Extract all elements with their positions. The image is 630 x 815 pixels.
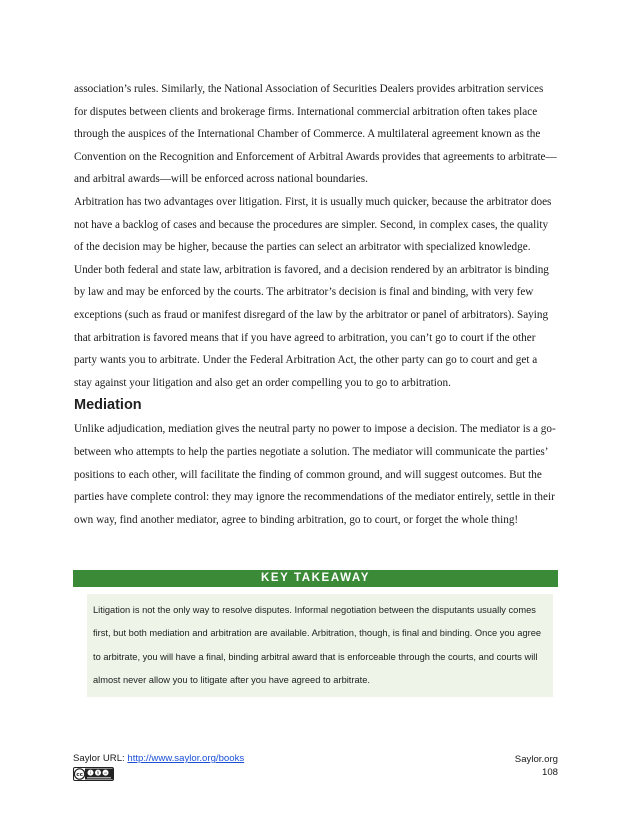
mediation-paragraph: Unlike adjudication, mediation gives the neutral party no power to impose a decision. The mediator is a go-between who attempts to help the parties negotiate a solution. The mediator will communicate the parties’ positions to each other, will facilitate the finding of common ground, and will suggest outcomes. But the parties have complete control: they may ignore the recommendations of the mediator entirely, settle in their own way, find another mediator, agree to binding arbitration, go to court, or forget the whole thing! bbox=[74, 423, 556, 526]
body-paragraph-1: association’s rules. Similarly, the National Association of Securities Dealers provides arbitration services for disputes between clients and brokerage firms. International commercial arbitration often takes place through the auspices of the International Chamber of Commerce. A multilateral agreement known as the Convention on the Recognition and Enforcement of Arbitral Awards provides that agreements to arbitrate—and arbitral awards—will be enforced across national boundaries. bbox=[74, 83, 557, 186]
creative-commons-license-icon[interactable] bbox=[73, 767, 114, 781]
svg-text:cc: cc bbox=[76, 772, 83, 779]
body-paragraph-3: Under both federal and state law, arbitration is favored, and a decision rendered by an arbitrator is binding by law and may be enforced by the courts. The arbitrator’s decision is final and binding, with very few exceptions (such as fraud or manifest disregard of the law by the arbitrator or panel of arbitrators). Saying that arbitration is favored means that if you have agreed to arbitration, you can’t go to court if the other party wants you to arbitrate. Under the Federal Arbitration Act, the other party can go to court and get a stay against your litigation and also get an order compelling you to go to arbitration. bbox=[74, 263, 549, 389]
page-number: 108 bbox=[541, 767, 558, 778]
key-takeaway-title: KEY TAKEAWAY bbox=[73, 570, 558, 587]
footer-url-label: Saylor URL: bbox=[73, 753, 128, 764]
body-paragraph-2: Arbitration has two advantages over litigation. First, it is usually much quicker, because the arbitrator does not have a backlog of cases and because the procedures are simpler. Second, in complex cases, the quality of the decision may be higher, because the parties can select an arbitrator with specialized knowledge. bbox=[74, 195, 552, 254]
svg-text:=: = bbox=[103, 770, 108, 776]
footer-site: Saylor.org bbox=[514, 754, 558, 765]
footer-source bbox=[73, 753, 244, 764]
key-takeaway-box bbox=[73, 570, 558, 697]
footer-page-info bbox=[515, 753, 558, 779]
key-takeaway-text: Litigation is not the only way to resolve disputes. Informal negotiation between the disputants usually comes first, but both mediation and arbitration are available. Arbitration, though, is final and binding. Once you agree to arbitrate, you will have a final, binding arbitral award that is enforceable through the courts, and courts will almost never allow you to litigate after you have agreed to arbitrate. bbox=[87, 594, 553, 697]
svg-text:$: $ bbox=[96, 770, 100, 776]
page-body bbox=[74, 78, 558, 531]
svg-text:i: i bbox=[89, 770, 92, 776]
saylor-books-link[interactable]: http://www.saylor.org/books bbox=[127, 753, 245, 764]
mediation-heading: Mediation bbox=[74, 397, 142, 414]
